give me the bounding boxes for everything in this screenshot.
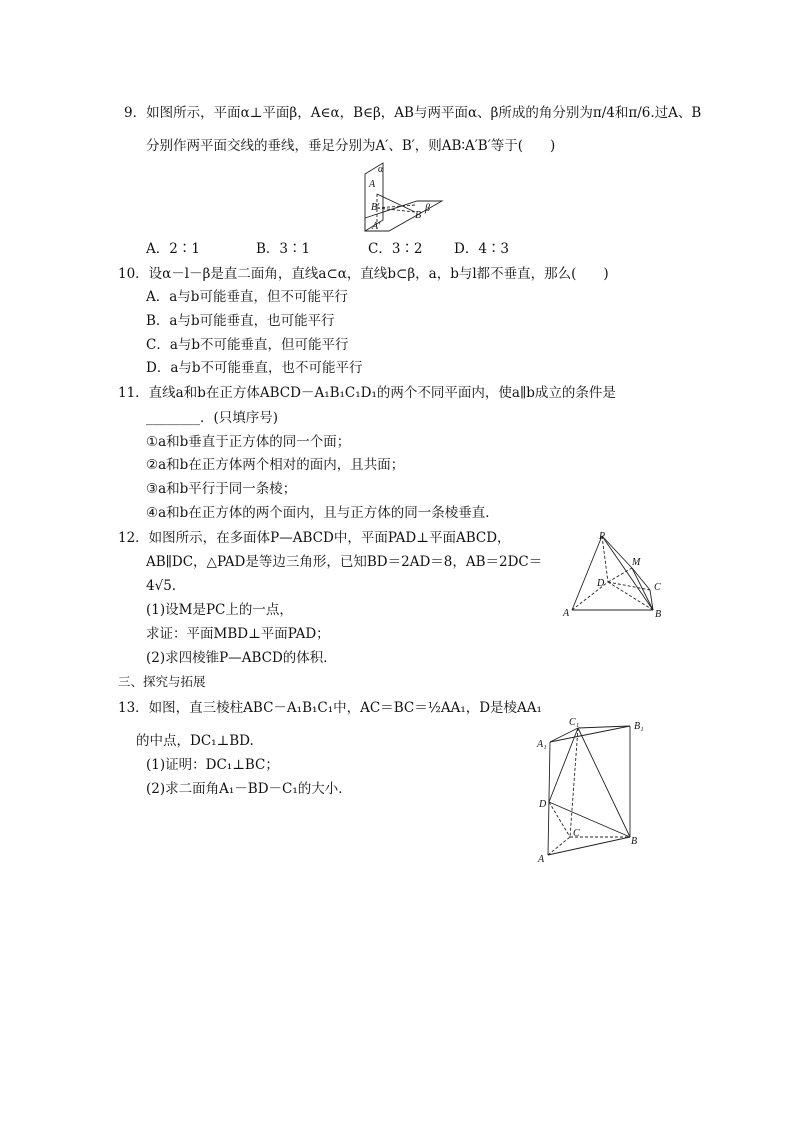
q12-label-M: M [632, 557, 641, 568]
q9-label-beta: β [425, 203, 430, 214]
q13-part2: (2)求二面角A₁－BD－C₁的大小． [146, 781, 352, 797]
q10-option-d: D．a与b不可能垂直，也不可能平行 [146, 360, 363, 376]
q12-label-C: C [654, 582, 661, 593]
q9-label-alpha: α [378, 164, 384, 175]
q13-line1: 13．如图，直三棱柱ABC－A₁B₁C₁中，AC＝BC＝½AA₁，D是棱AA₁ [118, 700, 542, 716]
q9-line1: 9．如图所示，平面α⊥平面β，A∈α，B∈β，AB与两平面α、β所成的角分别为π/4和π/6.过A、B [124, 105, 702, 121]
q12-line2: AB∥DC，△PAD是等边三角形，已知BD＝2AD＝8，AB＝2DC＝ [146, 554, 543, 570]
q12-line1: 12．如图所示，在多面体P—ABCD中，平面PAD⊥平面ABCD， [118, 530, 511, 546]
q12-part2: (2)求四棱锥P—ABCD的体积． [146, 650, 337, 666]
q10-option-b: B．a与b可能垂直，也可能平行 [146, 313, 335, 329]
q9-figure [355, 160, 450, 235]
q13-label-B1: B₁ [634, 721, 644, 732]
q9-label-B1: B′ [371, 202, 380, 213]
q10-option-a: A．a与b可能垂直，但不可能平行 [146, 289, 348, 305]
q10-stem: 10．设α－l－β是直二面角，直线a⊂α，直线b⊂β，a，b与l都不垂直，那么( ) [118, 266, 609, 282]
q13-label-A: A [538, 854, 545, 865]
q9-label-A: A [369, 179, 376, 190]
q13-figure [530, 712, 655, 867]
q11-option-1: ①a和b垂直于正方体的同一个面； [146, 434, 351, 450]
q9-choice-c: C．3∶2 [368, 241, 423, 257]
q9-choice-b: B．3∶1 [256, 241, 311, 257]
q13-label-B: B [631, 836, 638, 847]
q12-line3: 4√5. [146, 578, 177, 594]
q13-line2: 的中点，DC₁⊥BD. [136, 733, 254, 749]
q13-part1: (1)证明：DC₁⊥BC； [146, 757, 279, 773]
q11-option-2: ②a和b在正方体两个相对的面内，且共面； [146, 457, 405, 473]
q11-option-4: ④a和b在正方体的两个面内，且与正方体的同一条棱垂直． [146, 505, 499, 521]
q12-part1-proof: 求证：平面MBD⊥平面PAD； [146, 626, 330, 642]
q13-label-D: D [539, 799, 547, 810]
q9-label-A1: A′ [372, 221, 381, 232]
q13-label-C1: C₁ [569, 717, 580, 728]
q12-label-P: P [599, 531, 606, 542]
q11-blank: ________．(只填序号) [146, 410, 279, 426]
q12-label-A: A [563, 608, 570, 619]
q9-line2: 分别作两平面交线的垂线，垂足分别为A′、B′，则AB∶A′B′等于( ) [146, 138, 556, 154]
q9-choice-a: A．2∶1 [146, 241, 200, 257]
q11-option-3: ③a和b平行于同一条棱； [146, 481, 297, 497]
q12-part1: (1)设M是PC上的一点， [146, 602, 293, 618]
q12-label-B: B [655, 609, 662, 620]
q13-label-A1: A₁ [537, 739, 547, 750]
q11-stem: 11．直线a和b在正方体ABCD－A₁B₁C₁D₁的两个不同平面内，使a∥b成立的条件是 [118, 385, 616, 401]
q10-option-c: C．a与b不可能垂直，但可能平行 [146, 337, 349, 353]
q12-label-D: D [597, 578, 605, 589]
q12-figure [558, 530, 670, 620]
q9-label-B: B [415, 210, 422, 221]
q9-choice-d: D．4∶3 [454, 241, 510, 257]
section-title: 三、探究与拓展 [118, 674, 206, 689]
q13-label-C: C [573, 828, 580, 839]
